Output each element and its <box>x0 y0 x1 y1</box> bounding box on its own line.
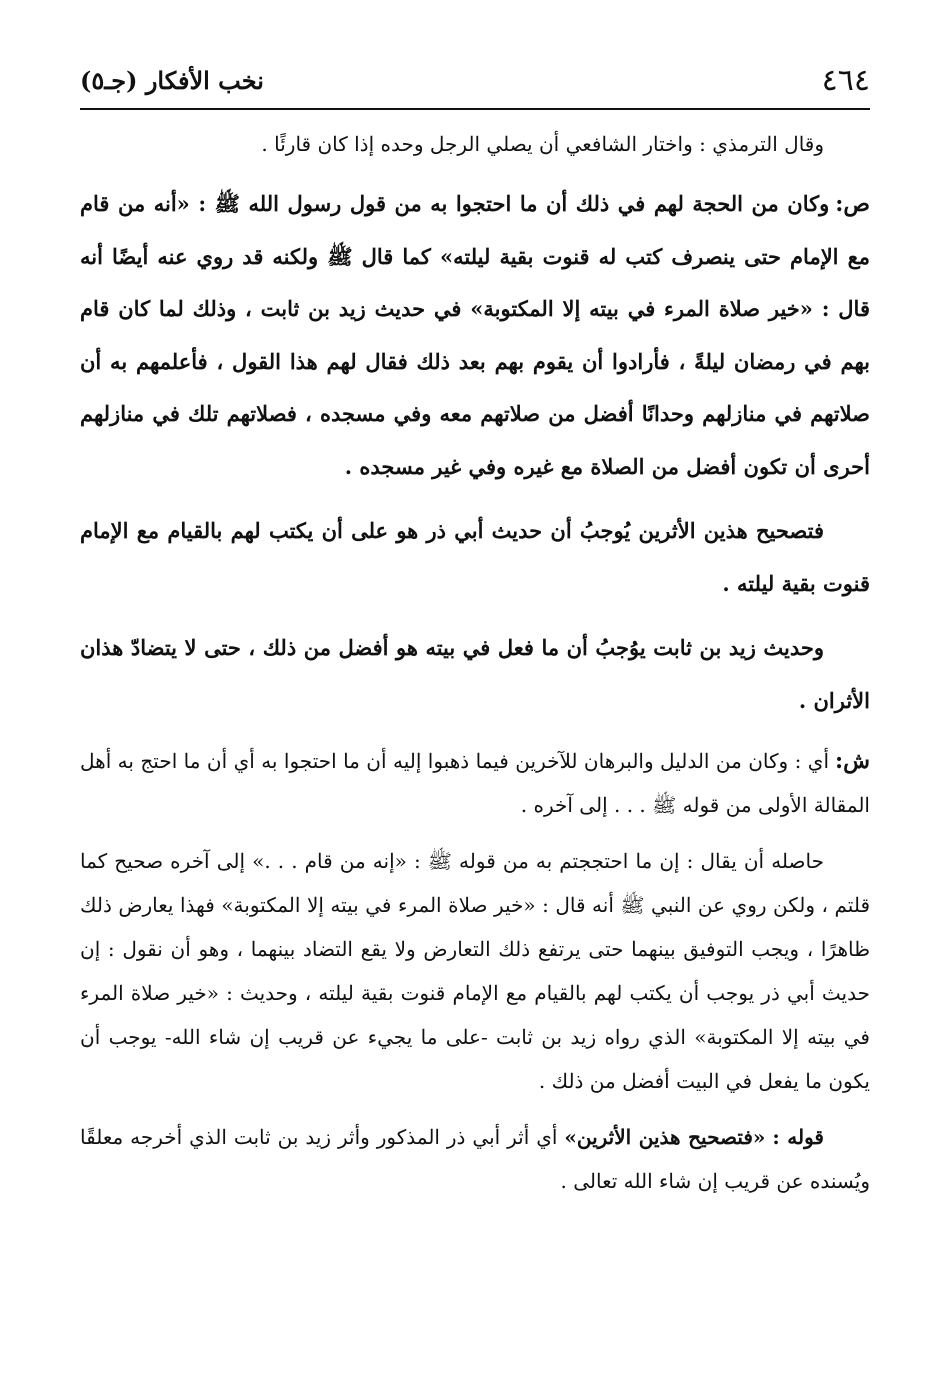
paragraph-text: فتصحيح هذين الأثرين يُوجبُ أن حديث أبي ذر هو على أن يكتب لهم بالقيام مع الإمام قنوت بقية ليلته . <box>80 518 870 596</box>
paragraph-tirmidhi <box>80 122 870 166</box>
paragraph-matn-abu-dharr <box>80 505 870 610</box>
paragraph-text: أي : وكان من الدليل والبرهان للآخرين فيما ذهبوا إليه أن ما احتجوا به أي أن ما احتج به أهل المقالة الأولى من قوله ﷺ . . . إلى آخره . <box>80 749 870 817</box>
paragraph-matn-main <box>80 178 870 493</box>
paragraph-text: وحديث زيد بن ثابت يوُجبُ أن ما فعل في بيته هو أفضل من ذلك ، حتى لا يتضادّ هذان الأثران . <box>80 635 870 713</box>
page-header <box>80 55 870 105</box>
qawluhu-label: قوله : <box>772 1125 824 1149</box>
book-title: نخب الأفكار (جـ٥) <box>80 65 264 95</box>
paragraph-qawluhu <box>80 1115 870 1203</box>
paragraph-sharh-intro <box>80 739 870 827</box>
paragraph-text: حاصله أن يقال : إن ما احتججتم به من قوله ﷺ : «إنه من قام . . .» إلى آخره صحيح كما قلتم ، ولكن روي عن النبي ﷺ أنه قال : «خير صلاة المرء في بيته إلا المكتوبة» فهذا يعارض ذلك ظاهرًا ، ويجب التوفيق بينهما حتى يرتفع ذلك التعارض ولا يقع التضاد بينهما ، وهو أن نقول : إن حديث أبي ذر يوجب أن يكتب لهم بالقيام مع الإمام قنوت بقية ليلته ، وحديث : «خير صلاة المرء في بيته إلا المكتوبة» الذي رواه زيد بن ثابت -على ما يجيء عن قريب إن شاء الله- يوجب أن يكون ما يفعل في البيت أفضل من ذلك . <box>80 849 871 1093</box>
paragraph-text: وقال الترمذي : واختار الشافعي أن يصلي الرجل وحده إذا كان قارئًا . <box>261 132 824 156</box>
page-body <box>80 122 870 1215</box>
matn-label: ص: <box>835 191 870 217</box>
paragraph-text: وكان من الحجة لهم في ذلك أن ما احتجوا به من قول رسول الله ﷺ : «أنه من قام مع الإمام حتى ينصرف كتب له قنوت بقية ليلته» كما قال ﷺ ولكنه قد روي عنه أيضًا أنه قال : «خير صلاة المرء في بيته إلا المكتوبة» في حديث زيد بن ثابت ، وذلك لما كان قام بهم في رمضان ليلةً ، فأرادوا أن يقوم بهم بعد ذلك فقال لهم هذا القول ، فأعلمهم به أن صلاتهم في منازلهم وحدانًا أفضل من صلاتهم معه وفي مسجده ، فصلاتهم تلك في منازلهم أحرى أن تكون أفضل من الصلاة مع غيره وفي غير مسجده . <box>80 191 870 479</box>
paragraph-sharh-summary <box>80 839 870 1103</box>
page-number: ٤٦٤ <box>821 62 870 98</box>
quoted-phrase: «فتصحيح هذين الأثرين» <box>564 1125 766 1149</box>
paragraph-text: أي أثر أبي ذر المذكور وأثر زيد بن ثابت الذي أخرجه معلقًا ويُسنده عن قريب إن شاء الله تعالى . <box>80 1125 870 1193</box>
header-divider <box>80 108 870 110</box>
sharh-label: ش: <box>835 748 870 774</box>
paragraph-matn-zayd <box>80 622 870 727</box>
